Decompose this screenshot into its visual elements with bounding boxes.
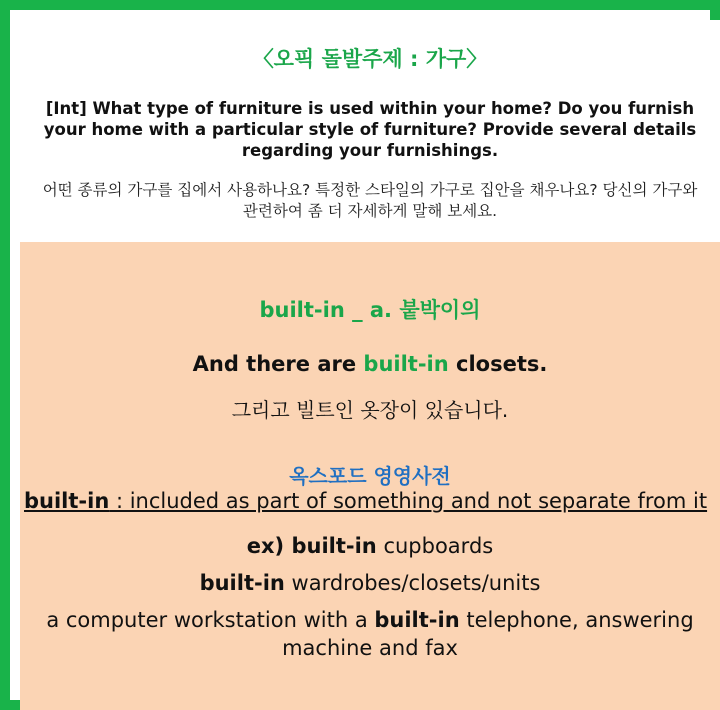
example-2-term: built-in <box>199 571 285 595</box>
definition-text: : included as part of something and not separate from it <box>109 489 708 513</box>
example-suffix: closets. <box>448 352 548 376</box>
vocabulary-panel <box>20 242 720 710</box>
example-2-suffix: wardrobes/closets/units <box>284 571 541 595</box>
example-1-suffix: cupboards <box>376 534 494 558</box>
topic-title: 〈오픽 돌발주제 : 가구〉 <box>252 47 488 71</box>
example-sentence <box>20 352 720 376</box>
definition-term: built-in <box>24 489 110 513</box>
vocab-term: built-in _ a. 붙박이의 <box>259 298 481 322</box>
dictionary-title: 옥스포드 영영사전 <box>289 464 451 488</box>
dictionary-example-2 <box>20 569 720 597</box>
dictionary-example-3 <box>30 606 710 662</box>
dictionary-definition <box>24 489 720 513</box>
example-1-prefix: ex) <box>246 534 292 558</box>
question-korean: 어떤 종류의 가구를 집에서 사용하나요? 특정한 스타일의 가구로 집안을 채우나요? 당신의 가구와 관련하여 좀 더 자세하게 말해 보세요. <box>42 181 698 220</box>
example-3-suffix: telephone, answering machine and fax <box>282 608 694 660</box>
example-3-prefix: a computer workstation with a <box>46 608 375 632</box>
example-prefix: And there are <box>192 352 364 376</box>
example-term: built-in <box>363 352 449 376</box>
question-english: [Int] What type of furniture is used within your home? Do you furnish your home with a particular style of furniture? Provide several details regarding your furnishings. <box>43 99 697 160</box>
example-translation: 그리고 빌트인 옷장이 있습니다. <box>231 398 509 422</box>
dictionary-example-1 <box>20 532 720 560</box>
question-panel <box>20 20 720 242</box>
example-1-term: built-in <box>291 534 377 558</box>
example-3-term: built-in <box>374 608 460 632</box>
